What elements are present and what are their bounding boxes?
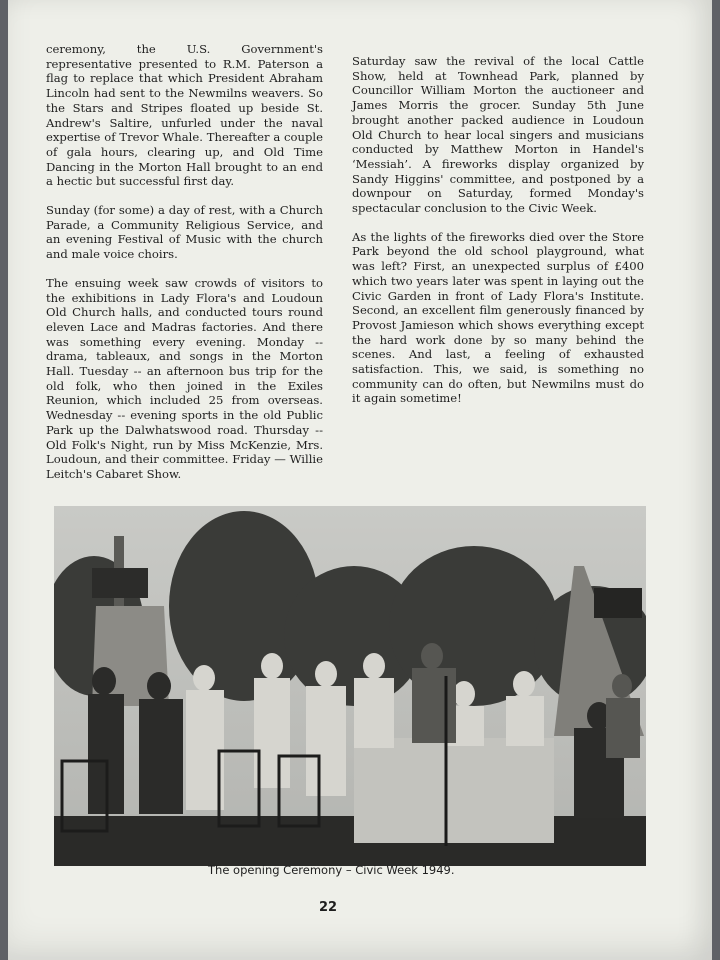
left-paragraph-1: ceremony, the U.S. Government's representative presented to R.M. Paterson a flag to replace that which President Abraham Lincoln had sent to the Newmilns weavers. So the Stars and Stripes floated up beside St. Andrew's Saltire, unfurled under the naval expertise of Trevor Whale. Thereafter a couple of gala hours, clearing up, and Old Time Dancing in the Morton Hall brought to an end a hectic but successful first day. xyxy=(46,42,323,189)
opening-ceremony-photo xyxy=(54,506,646,866)
left-paragraph-3: The ensuing week saw crowds of visitors to the exhibitions in Lady Flora's and Loudoun Old Church halls, and conducted tours round eleven Lace and Madras factories. And there was something every evening. Monday -- drama, tableaux, and songs in the Morton Hall. Tuesday -- an afternoon bus trip for the old folk, who then joined in the Exiles Reunion, which included 25 from overseas. Wednesday -- evening sports in the old Public Park up the Dalwhatswood road. Thursday -- Old Folk's Night, run by Miss McKenzie, Mrs. Loudoun, and their committee. Friday — Willie Leitch's Cabaret Show. xyxy=(46,275,323,481)
book-page xyxy=(8,0,712,960)
right-paragraph-2: As the lights of the fireworks died over the Store Park beyond the old school playground, what was left? First, an unexpected surplus of £400 which two years later was spent in laying out the Civic Garden in front of Lady Flora's Institute. Second, an excellent film generously financed by Provost Jamieson which shows everything except the hard work done by so many behind the scenes. And last, a feeling of exhausted satisfaction. This, we said, is something no community can do often, but Newmilns must do it again sometime! xyxy=(352,229,644,406)
left-text-column xyxy=(46,42,323,496)
left-paragraph-2: Sunday (for some) a day of rest, with a Church Parade, a Community Religious Service, and an evening Festival of Music with the church and male voice choirs. xyxy=(46,203,323,262)
photo-caption: The opening Ceremony – Civic Week 1949. xyxy=(208,863,455,877)
page-number: 22 xyxy=(318,900,338,915)
photo-illustration xyxy=(54,506,646,866)
right-text-column xyxy=(352,54,644,420)
right-paragraph-1: Saturday saw the revival of the local Cattle Show, held at Townhead Park, planned by Councillor William Morton the auctioneer and James Morris the grocer. Sunday 5th June brought another packed audience in Loudoun Old Church to hear local singers and musicians conducted by Matthew Morton in Handel's ‘Messiah’. A fireworks display organized by Sandy Higgins' committee, and postponed by a downpour on Saturday, formed Monday's spectacular conclusion to the Civic Week. xyxy=(352,54,644,216)
